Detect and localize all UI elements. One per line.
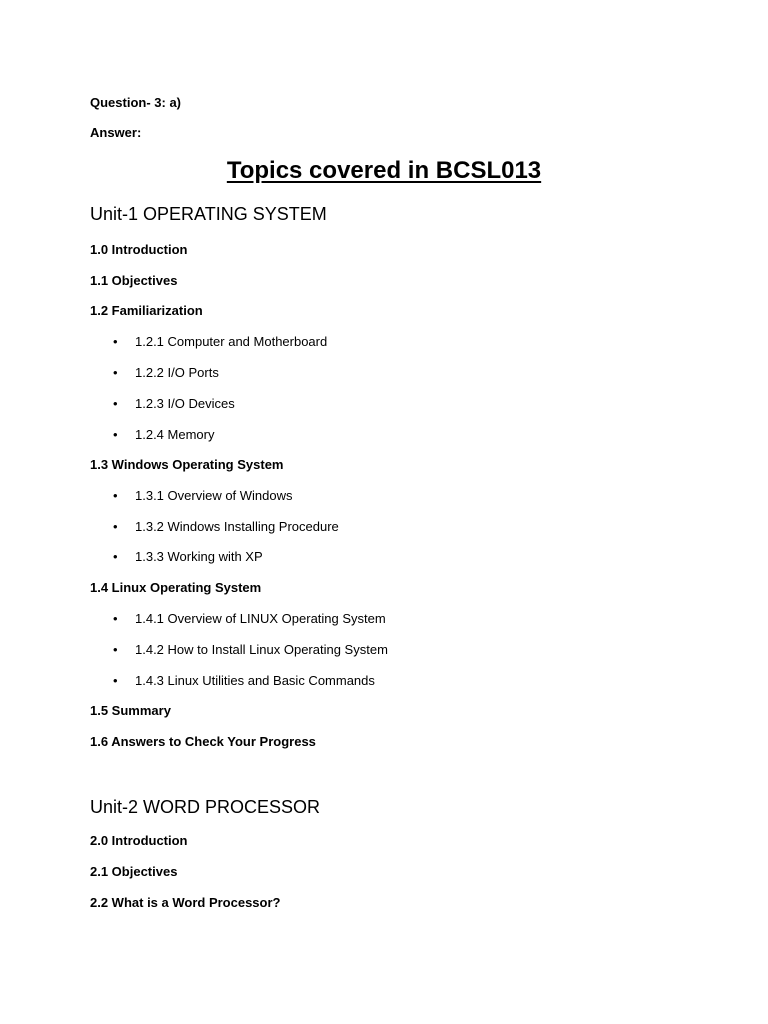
bullet-icon: • [113,611,118,626]
unit1-title: Unit-1 OPERATING SYSTEM [90,204,327,224]
list-item [113,334,513,352]
list-item-text: 1.3.3 Working with XP [135,549,263,564]
list-item [113,519,513,537]
bullet-icon: • [113,673,118,688]
list-item [113,549,513,567]
section-2-1: 2.1 Objectives [90,864,178,879]
bullet-icon: • [113,549,118,564]
section-1-1: 1.1 Objectives [90,273,178,288]
section-1-4: 1.4 Linux Operating System [90,580,262,595]
list-item-text: 1.4.2 How to Install Linux Operating System [135,642,388,657]
section-1-2: 1.2 Familiarization [90,303,203,318]
list-item [113,365,513,383]
page-title: Topics covered in BCSL013 [226,157,542,184]
answer-label: Answer: [90,125,142,140]
list-item-text: 1.4.1 Overview of LINUX Operating System [135,611,386,626]
list-item [113,427,513,445]
bullet-icon: • [113,396,118,411]
bullet-icon: • [113,519,118,534]
bullet-icon: • [113,488,118,503]
unit2-title: Unit-2 WORD PROCESSOR [90,797,321,817]
bullet-icon: • [113,365,118,380]
list-item [113,611,513,629]
section-2-0: 2.0 Introduction [90,833,188,848]
list-item-text: 1.2.1 Computer and Motherboard [135,334,328,349]
list-item-text: 1.2.4 Memory [135,427,215,442]
section-1-5: 1.5 Summary [90,703,171,718]
bullet-icon: • [113,642,118,657]
section-2-2: 2.2 What is a Word Processor? [90,895,281,910]
question-label: Question- 3: a) [90,95,182,110]
list-item-text: 1.2.2 I/O Ports [135,365,219,380]
list-item-text: 1.3.2 Windows Installing Procedure [135,519,339,534]
list-item [113,396,513,414]
bullet-icon: • [113,427,118,442]
list-item-text: 1.3.1 Overview of Windows [135,488,293,503]
list-item-text: 1.2.3 I/O Devices [135,396,235,411]
list-item [113,642,513,660]
section-1-0: 1.0 Introduction [90,242,188,257]
bullet-icon: • [113,334,118,349]
section-1-6: 1.6 Answers to Check Your Progress [90,734,316,749]
list-item-text: 1.4.3 Linux Utilities and Basic Commands [135,673,375,688]
list-item [113,488,513,506]
list-item [113,673,513,691]
section-1-3: 1.3 Windows Operating System [90,457,284,472]
